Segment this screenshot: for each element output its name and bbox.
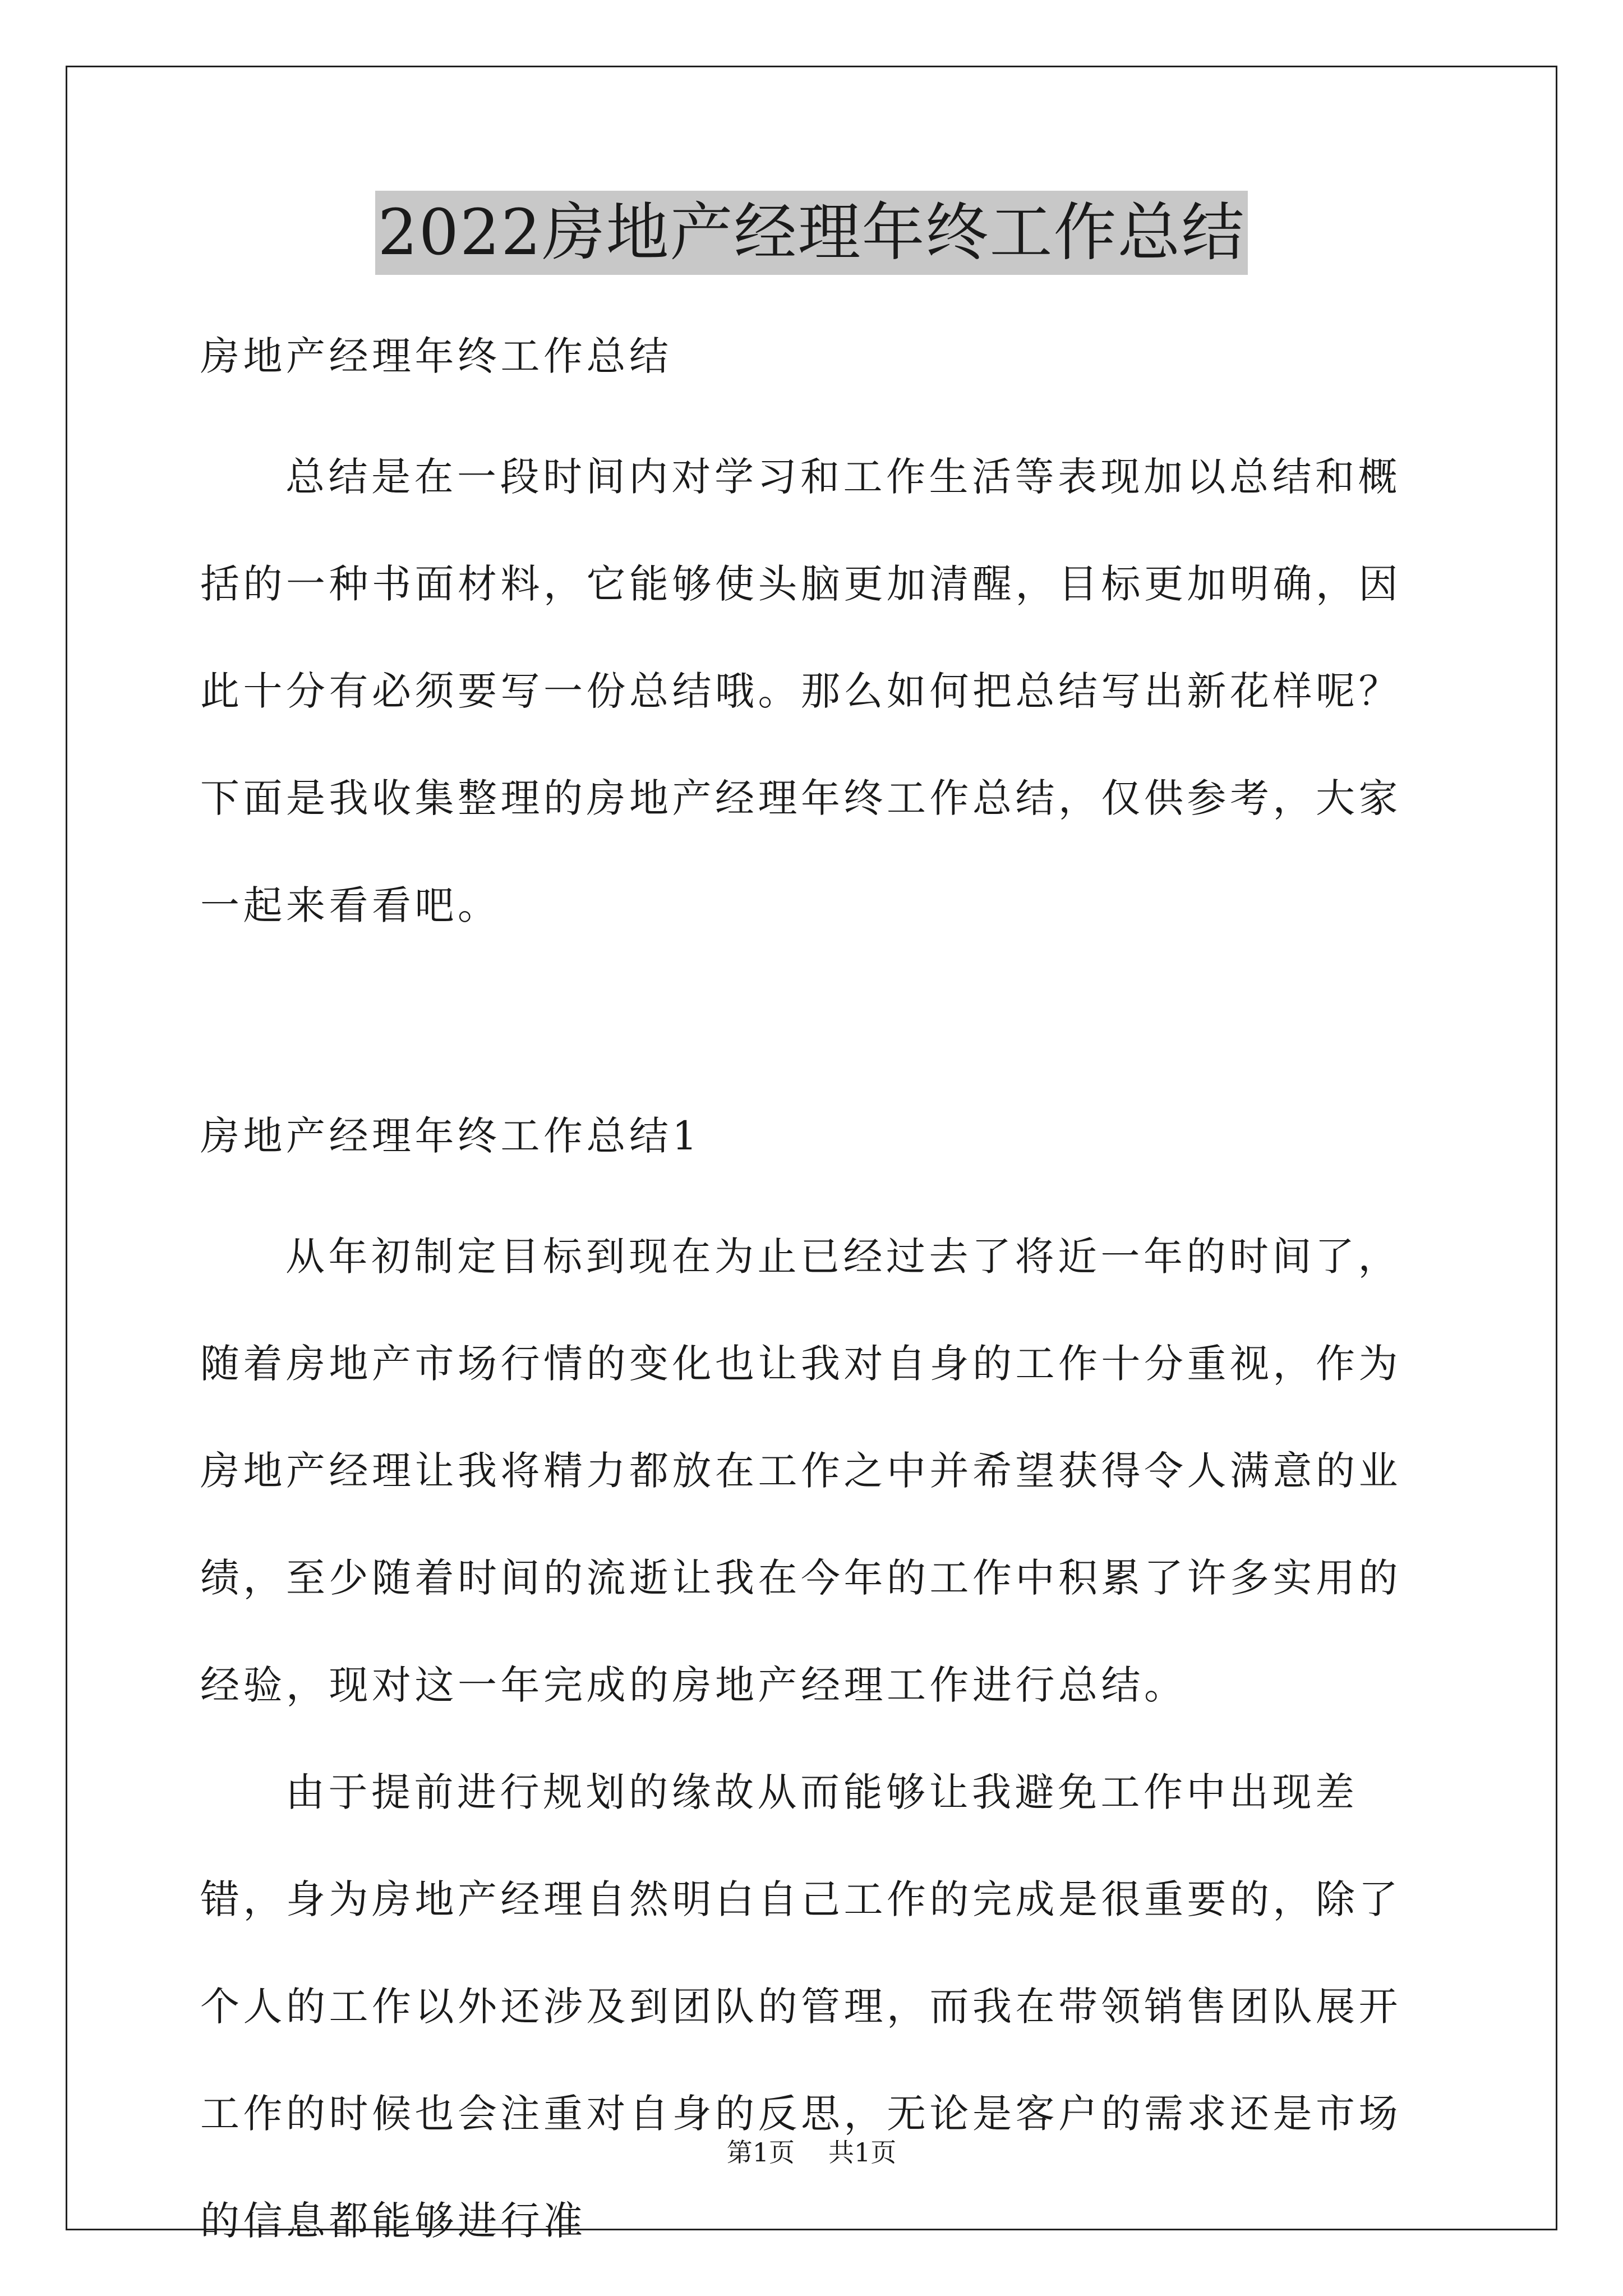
document-title: 2022房地产经理年终工作总结 <box>375 191 1247 275</box>
page-number: 第1页 <box>726 2137 795 2168</box>
document-body <box>200 333 1423 2275</box>
page-footer <box>0 2136 1623 2169</box>
section-heading: 房地产经理年终工作总结 <box>200 333 672 379</box>
title-container <box>0 191 1623 275</box>
body-paragraph: 从年初制定目标到现在为止已经过去了将近一年的时间了，随着房地产市场行情的变化也让我对自身的工作十分重视，作为房地产经理让我将精力都放在工作之中并希望获得令人满意的业绩，至少随着时间的流逝让我在今年的工作中积累了许多实用的经验，现对这一年完成的房地产经理工作进行总结。 <box>200 1234 1401 1708</box>
page-total: 共1页 <box>828 2137 897 2168</box>
body-paragraph: 由于提前进行规划的缘故从而能够让我避免工作中出现差错，身为房地产经理自然明白自己工作的完成是很重要的，除了个人的工作以外还涉及到团队的管理，而我在带领销售团队展开工作的时候也会注重对自身的反思，无论是客户的需求还是市场的信息都能够进行准 <box>200 1769 1401 2244</box>
body-paragraph: 总结是在一段时间内对学习和工作生活等表现加以总结和概括的一种书面材料，它能够使头脑更加清醒，目标更加明确，因此十分有必须要写一份总结哦。那么如何把总结写出新花样呢？下面是我收集整理的房地产经理年终工作总结，仅供参考，大家一起来看看吧。 <box>200 454 1401 928</box>
section-heading: 房地产经理年终工作总结1 <box>200 1113 701 1159</box>
